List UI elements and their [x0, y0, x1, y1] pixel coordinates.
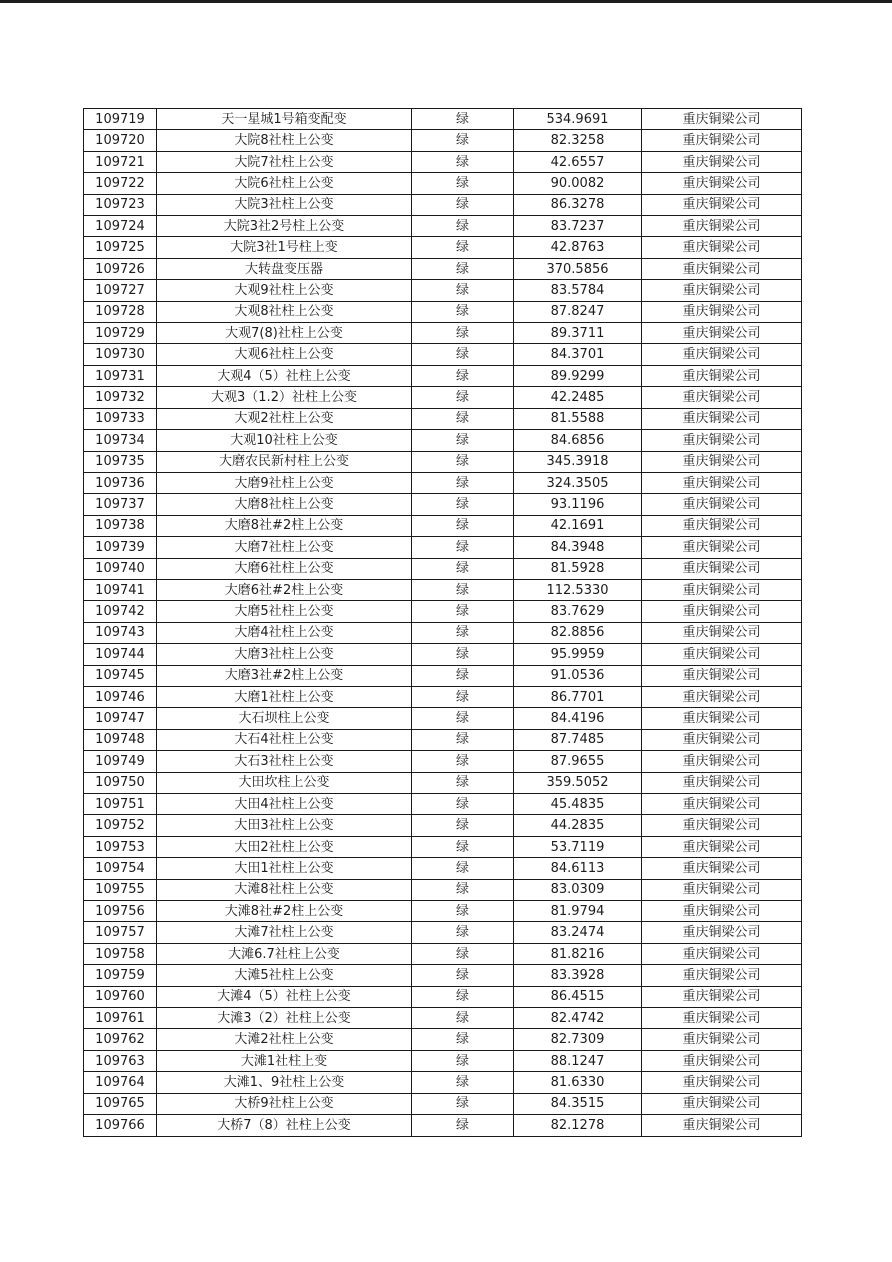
cell-device-name: 大观4（5）社柱上公变	[157, 365, 412, 386]
cell-device-name: 大石坝柱上公变	[157, 708, 412, 729]
cell-record-id: 109740	[84, 558, 157, 579]
cell-company: 重庆铜梁公司	[642, 943, 802, 964]
cell-value: 82.3258	[514, 130, 642, 151]
table-row	[84, 965, 802, 986]
cell-device-name: 大滩2社柱上公变	[157, 1029, 412, 1050]
cell-company: 重庆铜梁公司	[642, 1008, 802, 1029]
cell-device-name: 大转盘变压器	[157, 258, 412, 279]
cell-device-name: 大磨1社柱上公变	[157, 686, 412, 707]
cell-record-id: 109746	[84, 686, 157, 707]
cell-device-name: 大石3社柱上公变	[157, 751, 412, 772]
cell-value: 95.9959	[514, 644, 642, 665]
cell-record-id: 109726	[84, 258, 157, 279]
cell-device-name: 大院7社柱上公变	[157, 151, 412, 172]
cell-record-id: 109754	[84, 858, 157, 879]
table-row	[84, 1072, 802, 1093]
table-row	[84, 751, 802, 772]
cell-company: 重庆铜梁公司	[642, 665, 802, 686]
cell-record-id: 109727	[84, 280, 157, 301]
cell-value: 359.5052	[514, 772, 642, 793]
table-row	[84, 430, 802, 451]
cell-value: 345.3918	[514, 451, 642, 472]
table-row	[84, 579, 802, 600]
cell-value: 88.1247	[514, 1050, 642, 1071]
table-row	[84, 708, 802, 729]
cell-value: 82.8856	[514, 622, 642, 643]
cell-company: 重庆铜梁公司	[642, 194, 802, 215]
cell-device-name: 大磨4社柱上公变	[157, 622, 412, 643]
cell-value: 42.1691	[514, 515, 642, 536]
cell-value: 81.8216	[514, 943, 642, 964]
table-row	[84, 622, 802, 643]
cell-value: 84.6856	[514, 430, 642, 451]
cell-company: 重庆铜梁公司	[642, 601, 802, 622]
table-row	[84, 194, 802, 215]
cell-status: 绿	[412, 216, 514, 237]
cell-record-id: 109719	[84, 109, 157, 130]
cell-device-name: 大磨6社柱上公变	[157, 558, 412, 579]
cell-device-name: 大滩4（5）社柱上公变	[157, 986, 412, 1007]
cell-record-id: 109731	[84, 365, 157, 386]
cell-device-name: 大院3社2号柱上公变	[157, 216, 412, 237]
cell-status: 绿	[412, 494, 514, 515]
cell-device-name: 大院8社柱上公变	[157, 130, 412, 151]
cell-value: 42.8763	[514, 237, 642, 258]
cell-company: 重庆铜梁公司	[642, 686, 802, 707]
cell-status: 绿	[412, 644, 514, 665]
cell-status: 绿	[412, 794, 514, 815]
cell-company: 重庆铜梁公司	[642, 1029, 802, 1050]
table-row	[84, 1050, 802, 1071]
cell-value: 82.4742	[514, 1008, 642, 1029]
cell-status: 绿	[412, 901, 514, 922]
table-row	[84, 408, 802, 429]
cell-value: 42.6557	[514, 151, 642, 172]
cell-record-id: 109751	[84, 794, 157, 815]
cell-value: 44.2835	[514, 815, 642, 836]
cell-record-id: 109742	[84, 601, 157, 622]
cell-record-id: 109728	[84, 301, 157, 322]
cell-value: 83.5784	[514, 280, 642, 301]
cell-record-id: 109765	[84, 1093, 157, 1114]
cell-device-name: 大磨3社柱上公变	[157, 644, 412, 665]
cell-record-id: 109733	[84, 408, 157, 429]
cell-device-name: 大石4社柱上公变	[157, 729, 412, 750]
cell-status: 绿	[412, 280, 514, 301]
cell-value: 84.3948	[514, 537, 642, 558]
cell-status: 绿	[412, 258, 514, 279]
table-row	[84, 794, 802, 815]
cell-record-id: 109763	[84, 1050, 157, 1071]
cell-status: 绿	[412, 173, 514, 194]
cell-device-name: 大磨5社柱上公变	[157, 601, 412, 622]
cell-value: 324.3505	[514, 472, 642, 493]
cell-value: 84.3701	[514, 344, 642, 365]
cell-record-id: 109725	[84, 237, 157, 258]
cell-record-id: 109735	[84, 451, 157, 472]
table-row	[84, 301, 802, 322]
table-row	[84, 451, 802, 472]
cell-record-id: 109744	[84, 644, 157, 665]
cell-status: 绿	[412, 879, 514, 900]
cell-device-name: 大磨8社柱上公变	[157, 494, 412, 515]
cell-device-name: 大观6社柱上公变	[157, 344, 412, 365]
cell-company: 重庆铜梁公司	[642, 216, 802, 237]
cell-company: 重庆铜梁公司	[642, 365, 802, 386]
cell-device-name: 大院6社柱上公变	[157, 173, 412, 194]
table-row	[84, 879, 802, 900]
cell-status: 绿	[412, 665, 514, 686]
cell-status: 绿	[412, 751, 514, 772]
cell-status: 绿	[412, 1093, 514, 1114]
cell-company: 重庆铜梁公司	[642, 708, 802, 729]
cell-value: 53.7119	[514, 836, 642, 857]
cell-value: 84.6113	[514, 858, 642, 879]
cell-status: 绿	[412, 537, 514, 558]
cell-record-id: 109737	[84, 494, 157, 515]
table-row	[84, 1008, 802, 1029]
cell-value: 81.6330	[514, 1072, 642, 1093]
table-row	[84, 280, 802, 301]
cell-value: 89.9299	[514, 365, 642, 386]
cell-device-name: 大滩1、9社柱上公变	[157, 1072, 412, 1093]
cell-device-name: 大桥7（8）社柱上公变	[157, 1115, 412, 1137]
cell-status: 绿	[412, 686, 514, 707]
cell-company: 重庆铜梁公司	[642, 301, 802, 322]
cell-value: 534.9691	[514, 109, 642, 130]
table-row	[84, 644, 802, 665]
cell-status: 绿	[412, 1029, 514, 1050]
cell-status: 绿	[412, 579, 514, 600]
table-row	[84, 1029, 802, 1050]
cell-device-name: 大田2社柱上公变	[157, 836, 412, 857]
cell-value: 84.4196	[514, 708, 642, 729]
cell-status: 绿	[412, 344, 514, 365]
cell-company: 重庆铜梁公司	[642, 323, 802, 344]
cell-device-name: 大滩1社柱上变	[157, 1050, 412, 1071]
cell-company: 重庆铜梁公司	[642, 1115, 802, 1137]
top-border-line	[0, 0, 892, 3]
cell-status: 绿	[412, 815, 514, 836]
cell-value: 42.2485	[514, 387, 642, 408]
cell-company: 重庆铜梁公司	[642, 729, 802, 750]
cell-record-id: 109732	[84, 387, 157, 408]
cell-company: 重庆铜梁公司	[642, 430, 802, 451]
cell-device-name: 大田1社柱上公变	[157, 858, 412, 879]
cell-device-name: 大桥9社柱上公变	[157, 1093, 412, 1114]
cell-record-id: 109747	[84, 708, 157, 729]
cell-value: 83.7237	[514, 216, 642, 237]
cell-device-name: 大院3社1号柱上变	[157, 237, 412, 258]
table-row	[84, 665, 802, 686]
table-row	[84, 858, 802, 879]
cell-value: 370.5856	[514, 258, 642, 279]
cell-record-id: 109752	[84, 815, 157, 836]
cell-company: 重庆铜梁公司	[642, 986, 802, 1007]
cell-status: 绿	[412, 1008, 514, 1029]
cell-device-name: 大观3（1.2）社柱上公变	[157, 387, 412, 408]
cell-device-name: 大磨3社#2柱上公变	[157, 665, 412, 686]
cell-value: 81.5928	[514, 558, 642, 579]
cell-record-id: 109729	[84, 323, 157, 344]
cell-value: 86.4515	[514, 986, 642, 1007]
table-row	[84, 387, 802, 408]
cell-value: 84.3515	[514, 1093, 642, 1114]
cell-company: 重庆铜梁公司	[642, 579, 802, 600]
table-body	[84, 109, 802, 1137]
cell-company: 重庆铜梁公司	[642, 451, 802, 472]
cell-value: 81.9794	[514, 901, 642, 922]
cell-record-id: 109759	[84, 965, 157, 986]
cell-device-name: 大观7(8)社柱上公变	[157, 323, 412, 344]
table-row	[84, 686, 802, 707]
cell-company: 重庆铜梁公司	[642, 258, 802, 279]
cell-device-name: 天一星城1号箱变配变	[157, 109, 412, 130]
cell-status: 绿	[412, 922, 514, 943]
table-row	[84, 836, 802, 857]
cell-status: 绿	[412, 708, 514, 729]
cell-status: 绿	[412, 151, 514, 172]
cell-record-id: 109723	[84, 194, 157, 215]
cell-device-name: 大磨9社柱上公变	[157, 472, 412, 493]
table-row	[84, 1093, 802, 1114]
cell-company: 重庆铜梁公司	[642, 772, 802, 793]
cell-record-id: 109720	[84, 130, 157, 151]
cell-value: 93.1196	[514, 494, 642, 515]
cell-status: 绿	[412, 1072, 514, 1093]
cell-status: 绿	[412, 943, 514, 964]
records-table	[83, 108, 802, 1137]
table-row	[84, 515, 802, 536]
table-row	[84, 772, 802, 793]
cell-value: 87.8247	[514, 301, 642, 322]
cell-device-name: 大田3社柱上公变	[157, 815, 412, 836]
cell-record-id: 109760	[84, 986, 157, 1007]
cell-record-id: 109724	[84, 216, 157, 237]
cell-record-id: 109753	[84, 836, 157, 857]
cell-device-name: 大观8社柱上公变	[157, 301, 412, 322]
table-row	[84, 601, 802, 622]
cell-status: 绿	[412, 451, 514, 472]
cell-value: 112.5330	[514, 579, 642, 600]
cell-company: 重庆铜梁公司	[642, 280, 802, 301]
cell-status: 绿	[412, 622, 514, 643]
cell-device-name: 大滩8社柱上公变	[157, 879, 412, 900]
cell-company: 重庆铜梁公司	[642, 537, 802, 558]
cell-record-id: 109748	[84, 729, 157, 750]
table-row	[84, 130, 802, 151]
cell-status: 绿	[412, 836, 514, 857]
cell-status: 绿	[412, 601, 514, 622]
cell-value: 87.9655	[514, 751, 642, 772]
cell-record-id: 109749	[84, 751, 157, 772]
cell-company: 重庆铜梁公司	[642, 515, 802, 536]
table-row	[84, 151, 802, 172]
cell-record-id: 109738	[84, 515, 157, 536]
cell-status: 绿	[412, 729, 514, 750]
cell-value: 45.4835	[514, 794, 642, 815]
cell-status: 绿	[412, 558, 514, 579]
cell-device-name: 大滩7社柱上公变	[157, 922, 412, 943]
table-row	[84, 922, 802, 943]
cell-status: 绿	[412, 109, 514, 130]
cell-status: 绿	[412, 387, 514, 408]
cell-record-id: 109756	[84, 901, 157, 922]
cell-device-name: 大田坎柱上公变	[157, 772, 412, 793]
cell-value: 86.7701	[514, 686, 642, 707]
cell-status: 绿	[412, 237, 514, 258]
table-row	[84, 986, 802, 1007]
cell-status: 绿	[412, 408, 514, 429]
cell-company: 重庆铜梁公司	[642, 494, 802, 515]
cell-company: 重庆铜梁公司	[642, 751, 802, 772]
cell-record-id: 109761	[84, 1008, 157, 1029]
cell-record-id: 109757	[84, 922, 157, 943]
cell-device-name: 大观2社柱上公变	[157, 408, 412, 429]
cell-device-name: 大磨农民新村柱上公变	[157, 451, 412, 472]
cell-record-id: 109741	[84, 579, 157, 600]
cell-company: 重庆铜梁公司	[642, 558, 802, 579]
cell-status: 绿	[412, 430, 514, 451]
cell-status: 绿	[412, 858, 514, 879]
cell-company: 重庆铜梁公司	[642, 1072, 802, 1093]
cell-company: 重庆铜梁公司	[642, 1050, 802, 1071]
cell-record-id: 109739	[84, 537, 157, 558]
table-row	[84, 1115, 802, 1137]
cell-status: 绿	[412, 772, 514, 793]
cell-value: 81.5588	[514, 408, 642, 429]
cell-record-id: 109762	[84, 1029, 157, 1050]
cell-company: 重庆铜梁公司	[642, 130, 802, 151]
cell-status: 绿	[412, 1050, 514, 1071]
cell-company: 重庆铜梁公司	[642, 815, 802, 836]
cell-record-id: 109758	[84, 943, 157, 964]
cell-value: 90.0082	[514, 173, 642, 194]
cell-company: 重庆铜梁公司	[642, 408, 802, 429]
cell-value: 83.7629	[514, 601, 642, 622]
cell-status: 绿	[412, 365, 514, 386]
cell-device-name: 大滩8社#2柱上公变	[157, 901, 412, 922]
table-row	[84, 558, 802, 579]
cell-company: 重庆铜梁公司	[642, 109, 802, 130]
table-row	[84, 494, 802, 515]
table-row	[84, 365, 802, 386]
cell-company: 重庆铜梁公司	[642, 901, 802, 922]
cell-record-id: 109743	[84, 622, 157, 643]
cell-device-name: 大磨7社柱上公变	[157, 537, 412, 558]
table-row	[84, 729, 802, 750]
cell-status: 绿	[412, 301, 514, 322]
cell-company: 重庆铜梁公司	[642, 922, 802, 943]
cell-company: 重庆铜梁公司	[642, 879, 802, 900]
cell-record-id: 109730	[84, 344, 157, 365]
table-row	[84, 537, 802, 558]
cell-company: 重庆铜梁公司	[642, 237, 802, 258]
cell-company: 重庆铜梁公司	[642, 836, 802, 857]
cell-value: 86.3278	[514, 194, 642, 215]
table-row	[84, 173, 802, 194]
table-row	[84, 237, 802, 258]
cell-record-id: 109721	[84, 151, 157, 172]
cell-record-id: 109722	[84, 173, 157, 194]
cell-status: 绿	[412, 986, 514, 1007]
table-row	[84, 472, 802, 493]
cell-status: 绿	[412, 515, 514, 536]
cell-device-name: 大磨6社#2柱上公变	[157, 579, 412, 600]
cell-status: 绿	[412, 130, 514, 151]
table-row	[84, 815, 802, 836]
cell-company: 重庆铜梁公司	[642, 794, 802, 815]
cell-value: 82.1278	[514, 1115, 642, 1137]
cell-company: 重庆铜梁公司	[642, 151, 802, 172]
cell-company: 重庆铜梁公司	[642, 622, 802, 643]
cell-value: 87.7485	[514, 729, 642, 750]
cell-status: 绿	[412, 1115, 514, 1137]
cell-value: 89.3711	[514, 323, 642, 344]
cell-value: 83.3928	[514, 965, 642, 986]
cell-company: 重庆铜梁公司	[642, 965, 802, 986]
cell-company: 重庆铜梁公司	[642, 472, 802, 493]
cell-company: 重庆铜梁公司	[642, 387, 802, 408]
table-row	[84, 344, 802, 365]
cell-device-name: 大磨8社#2柱上公变	[157, 515, 412, 536]
cell-company: 重庆铜梁公司	[642, 344, 802, 365]
cell-device-name: 大田4社柱上公变	[157, 794, 412, 815]
cell-company: 重庆铜梁公司	[642, 858, 802, 879]
cell-company: 重庆铜梁公司	[642, 644, 802, 665]
cell-record-id: 109750	[84, 772, 157, 793]
cell-record-id: 109755	[84, 879, 157, 900]
cell-status: 绿	[412, 323, 514, 344]
cell-value: 91.0536	[514, 665, 642, 686]
cell-status: 绿	[412, 194, 514, 215]
cell-device-name: 大观10社柱上公变	[157, 430, 412, 451]
cell-device-name: 大观9社柱上公变	[157, 280, 412, 301]
cell-record-id: 109734	[84, 430, 157, 451]
cell-status: 绿	[412, 965, 514, 986]
table-row	[84, 216, 802, 237]
cell-status: 绿	[412, 472, 514, 493]
table-row	[84, 258, 802, 279]
cell-device-name: 大滩5社柱上公变	[157, 965, 412, 986]
cell-company: 重庆铜梁公司	[642, 1093, 802, 1114]
table-row	[84, 323, 802, 344]
cell-value: 83.2474	[514, 922, 642, 943]
table-row	[84, 901, 802, 922]
table-row	[84, 109, 802, 130]
cell-record-id: 109745	[84, 665, 157, 686]
cell-value: 83.0309	[514, 879, 642, 900]
cell-device-name: 大滩3（2）社柱上公变	[157, 1008, 412, 1029]
cell-device-name: 大滩6.7社柱上公变	[157, 943, 412, 964]
cell-device-name: 大院3社柱上公变	[157, 194, 412, 215]
cell-record-id: 109764	[84, 1072, 157, 1093]
cell-record-id: 109736	[84, 472, 157, 493]
cell-record-id: 109766	[84, 1115, 157, 1137]
cell-value: 82.7309	[514, 1029, 642, 1050]
cell-company: 重庆铜梁公司	[642, 173, 802, 194]
table-row	[84, 943, 802, 964]
